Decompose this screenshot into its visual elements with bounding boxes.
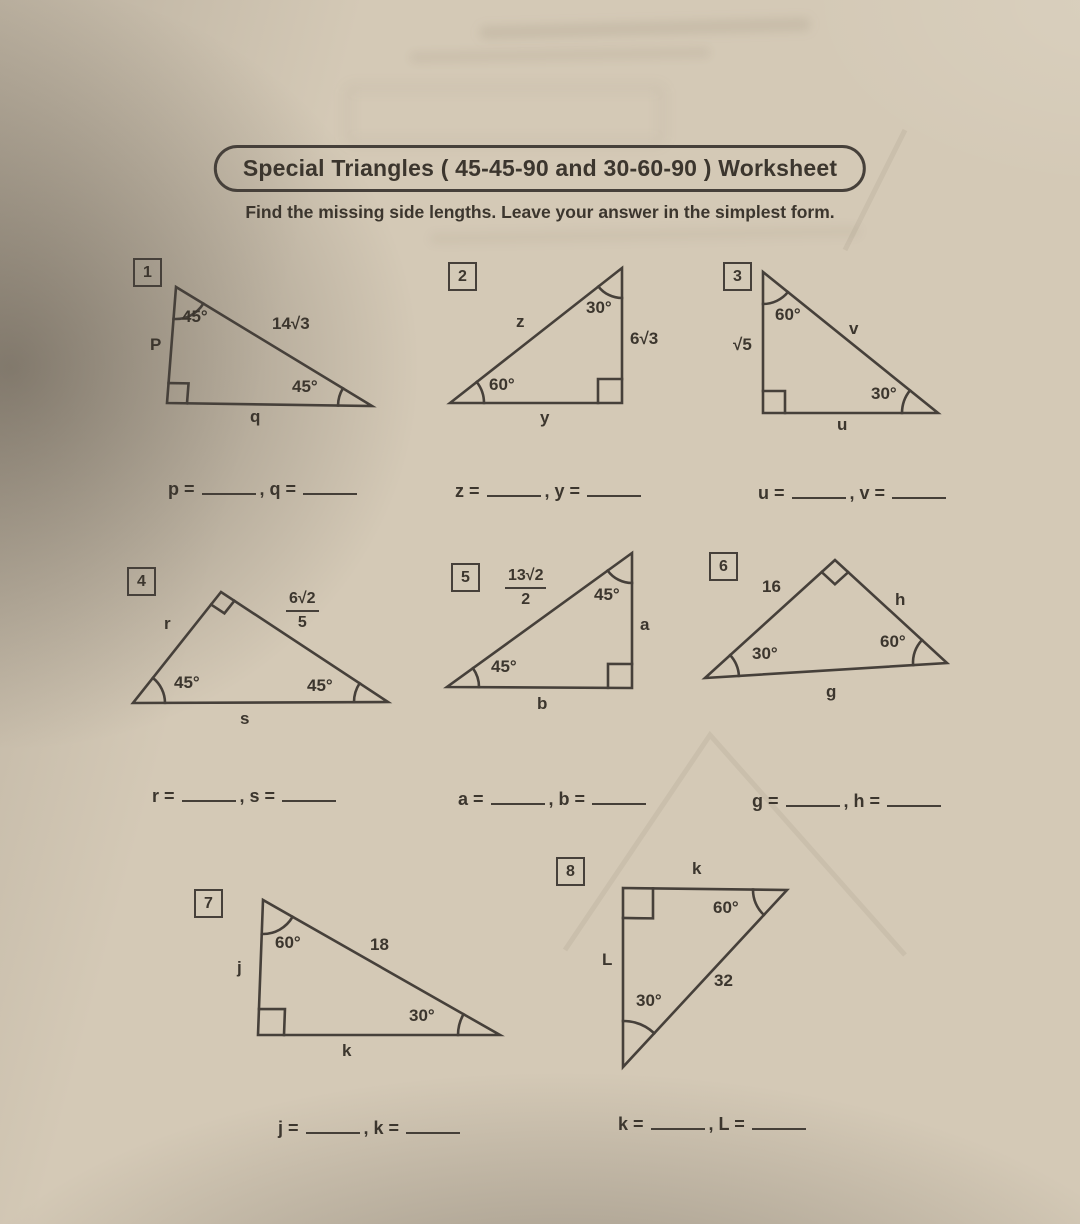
p8-bottom-angle-label: 30° [636, 991, 662, 1010]
bleed-through-ghost [480, 18, 810, 40]
problem-8-number-box [556, 857, 585, 886]
bleed-through-ghost-lines [565, 130, 905, 955]
answer-1-first-label: p = [168, 479, 195, 499]
answer-1-second-label: , q = [259, 479, 297, 499]
p4-right-side-fraction-label [286, 590, 319, 631]
problem-6-number: 6 [719, 557, 728, 575]
p5-top-angle-label: 45° [594, 585, 620, 604]
answer-2-first-label: z = [455, 481, 480, 501]
answer-4-first-label: r = [152, 786, 175, 806]
problem-1-number: 1 [143, 263, 152, 281]
answer-5-first-label: a = [458, 789, 484, 809]
answer-2-first-blank [487, 480, 541, 497]
problem-7-number-box [194, 889, 223, 918]
answer-7-first-blank [306, 1117, 360, 1134]
p8-top-angle-label: 60° [713, 898, 739, 917]
answer-2-second-blank [587, 480, 641, 497]
problem-7-number: 7 [204, 894, 213, 912]
p1-base-angle-label: 45° [292, 377, 318, 396]
answer-line-2 [455, 480, 645, 502]
triangle-6-figure [705, 557, 947, 678]
p4-base-label: s [240, 709, 250, 728]
problem-5-number-box [451, 563, 480, 592]
answer-4-first-blank [182, 785, 236, 802]
bleed-through-ghost [430, 226, 860, 244]
p5-fraction-denominator: 2 [521, 590, 531, 608]
answer-6-first-label: g = [752, 791, 779, 811]
problem-6-number-box [709, 552, 738, 581]
problem-4-number: 4 [137, 572, 146, 590]
answer-7-first-label: j = [278, 1118, 299, 1138]
worksheet-instructions: Find the missing side lengths. Leave your answer in the simplest form. [245, 202, 835, 222]
answer-4-second-label: , s = [239, 786, 276, 806]
p7-right-angle-label: 30° [409, 1006, 435, 1025]
problem-4-number-box [127, 567, 156, 596]
problem-3-number: 3 [733, 267, 742, 285]
answer-6-second-blank [887, 790, 941, 807]
p8-top-side-label: k [692, 859, 702, 878]
p3-top-angle-label: 60° [775, 305, 801, 324]
answer-5-second-blank [592, 788, 646, 805]
answer-1-second-blank [303, 478, 357, 495]
answer-6-first-blank [786, 790, 840, 807]
triangle-4-figure [133, 592, 388, 703]
problem-8-number: 8 [566, 862, 575, 880]
triangle-7-figure [258, 900, 500, 1035]
answer-5-second-label: , b = [548, 789, 586, 809]
answer-6-second-label: , h = [843, 791, 881, 811]
answer-7-second-blank [406, 1117, 460, 1134]
p3-hypotenuse-label: v [849, 319, 859, 338]
p8-left-side-label: L [602, 950, 613, 969]
p5-left-angle-label: 45° [491, 657, 517, 676]
p2-hypotenuse-label: z [516, 312, 525, 331]
p6-right-side-label: h [895, 590, 906, 609]
problem-5-number: 5 [461, 568, 470, 586]
p4-fraction-denominator: 5 [297, 613, 307, 631]
answer-line-4 [152, 785, 340, 807]
p1-base-label: q [250, 407, 261, 426]
p8-hypotenuse-label: 32 [714, 971, 733, 990]
p7-hypotenuse-label: 18 [370, 935, 389, 954]
p1-hypotenuse-label: 14√3 [272, 314, 310, 333]
p4-right-angle-label: 45° [307, 676, 333, 695]
triangle-8-figure [623, 888, 787, 1067]
p7-left-side-label: j [237, 958, 242, 977]
answer-3-first-blank [792, 482, 846, 499]
answer-line-5 [458, 788, 650, 810]
answer-line-6 [752, 790, 945, 812]
p5-hypotenuse-fraction-label [505, 567, 546, 608]
p4-left-side-label: r [164, 614, 171, 633]
p6-left-angle-label: 30° [752, 644, 778, 663]
problem-1-number-box [133, 258, 162, 287]
bleed-through-ghost [410, 47, 710, 62]
answer-1-first-blank [202, 478, 256, 495]
answer-line-3 [758, 482, 950, 504]
answer-line-1 [168, 478, 361, 500]
p3-left-side-label: √5 [733, 335, 752, 354]
p4-left-angle-label: 45° [174, 673, 200, 692]
answer-3-first-label: u = [758, 483, 785, 503]
p1-apex-angle-label: 45° [182, 307, 208, 326]
answer-line-7 [278, 1117, 464, 1139]
worksheet-title: Special Triangles ( 45-45-90 and 30-60-90 ) Worksheet [214, 145, 866, 192]
p5-base-label: b [537, 694, 548, 713]
p2-top-angle-label: 30° [586, 298, 612, 317]
p5-right-side-label: a [640, 615, 650, 634]
p2-right-side-label: 6√3 [630, 329, 659, 348]
answer-8-second-blank [752, 1113, 806, 1130]
p2-left-angle-label: 60° [489, 375, 515, 394]
answer-3-second-label: , v = [849, 483, 886, 503]
p7-top-angle-label: 60° [275, 933, 301, 952]
answer-8-first-blank [651, 1113, 705, 1130]
answer-3-second-blank [892, 482, 946, 499]
p2-base-label: y [540, 408, 550, 427]
answer-5-first-blank [491, 788, 545, 805]
answer-8-first-label: k = [618, 1114, 644, 1134]
answer-4-second-blank [282, 785, 336, 802]
p5-fraction-numerator: 13√2 [505, 567, 546, 589]
triangle-1-figure [167, 287, 372, 406]
p1-left-side-label: P [150, 335, 162, 354]
problem-2-number-box [448, 262, 477, 291]
problem-3-number-box [723, 262, 752, 291]
triangle-3-figure [763, 272, 938, 413]
problem-2-number: 2 [458, 267, 467, 285]
p6-right-angle-label: 60° [880, 632, 906, 651]
answer-line-8 [618, 1113, 810, 1135]
p3-right-angle-label: 30° [871, 384, 897, 403]
p6-base-label: g [826, 682, 837, 701]
p4-fraction-numerator: 6√2 [286, 590, 319, 612]
p3-base-label: u [837, 415, 848, 434]
bleed-through-ghost [345, 85, 665, 145]
answer-8-second-label: , L = [708, 1114, 745, 1134]
answer-2-second-label: , y = [544, 481, 581, 501]
p7-base-label: k [342, 1041, 352, 1060]
p6-left-side-label: 16 [762, 577, 781, 596]
answer-7-second-label: , k = [363, 1118, 400, 1138]
